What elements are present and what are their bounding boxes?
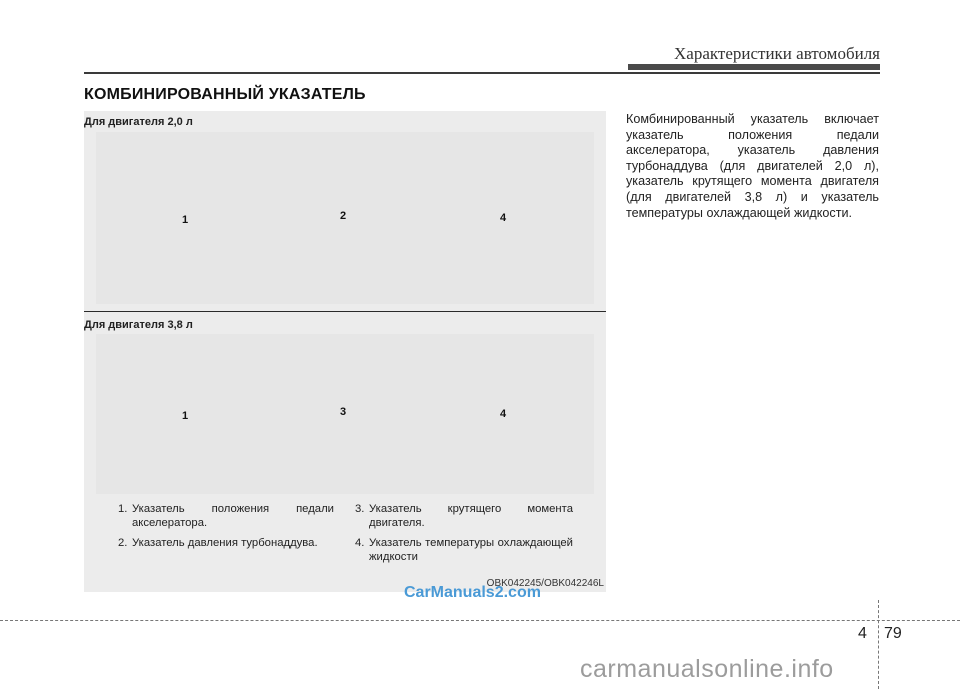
watermark-footer: carmanualsonline.info xyxy=(580,655,834,683)
panel-label-3-8: Для двигателя 3,8 л xyxy=(84,319,193,331)
callout-2: 2 xyxy=(340,210,347,222)
chapter-number: 4 xyxy=(858,625,867,642)
legend-column-right xyxy=(355,502,573,564)
callout-4: 4 xyxy=(500,408,507,420)
legend-column-left xyxy=(118,502,334,550)
legend-text: Указатель крутящего момента двигателя. xyxy=(369,503,573,529)
legend-item xyxy=(355,502,573,530)
legend-num: 1. xyxy=(118,503,128,515)
legend-num: 3. xyxy=(355,503,365,515)
watermark-link[interactable]: CarManuals2.com xyxy=(404,584,541,601)
header-rule xyxy=(84,72,880,74)
legend-item xyxy=(355,536,573,564)
callout-3: 3 xyxy=(340,406,347,418)
legend-num: 4. xyxy=(355,537,365,549)
panel-label-2-0: Для двигателя 2,0 л xyxy=(84,116,193,128)
footer-crop-mark xyxy=(878,600,879,689)
legend-num: 2. xyxy=(118,537,128,549)
figure-divider xyxy=(84,311,606,312)
running-header: Характеристики автомобиля xyxy=(674,44,880,63)
legend-item xyxy=(118,502,334,530)
legend-item xyxy=(118,536,334,550)
section-title: КОМБИНИРОВАННЫЙ УКАЗАТЕЛЬ xyxy=(84,86,366,103)
body-paragraph: Комбинированный указатель включает указатель положения педали акселератора, указатель давления турбонаддува (для двигателей 2,0 л), указатель крутящего момента двигателя (для двигателей 3,8 л) и указатель температуры охлаждающей жидкости. xyxy=(626,112,879,220)
legend-text: Указатель температуры охлаждающей жидкости xyxy=(369,537,573,563)
legend-text: Указатель давления турбонаддува. xyxy=(132,537,318,549)
callout-1: 1 xyxy=(182,410,189,422)
legend-text: Указатель положения педали акселератора. xyxy=(132,503,334,529)
header-bar xyxy=(628,64,880,70)
footer-crop-line xyxy=(0,620,960,621)
callout-1: 1 xyxy=(182,214,189,226)
figure-code: OBK042245/OBK042246L xyxy=(486,578,604,589)
callout-4: 4 xyxy=(500,212,507,224)
page-number: 79 xyxy=(884,625,902,642)
